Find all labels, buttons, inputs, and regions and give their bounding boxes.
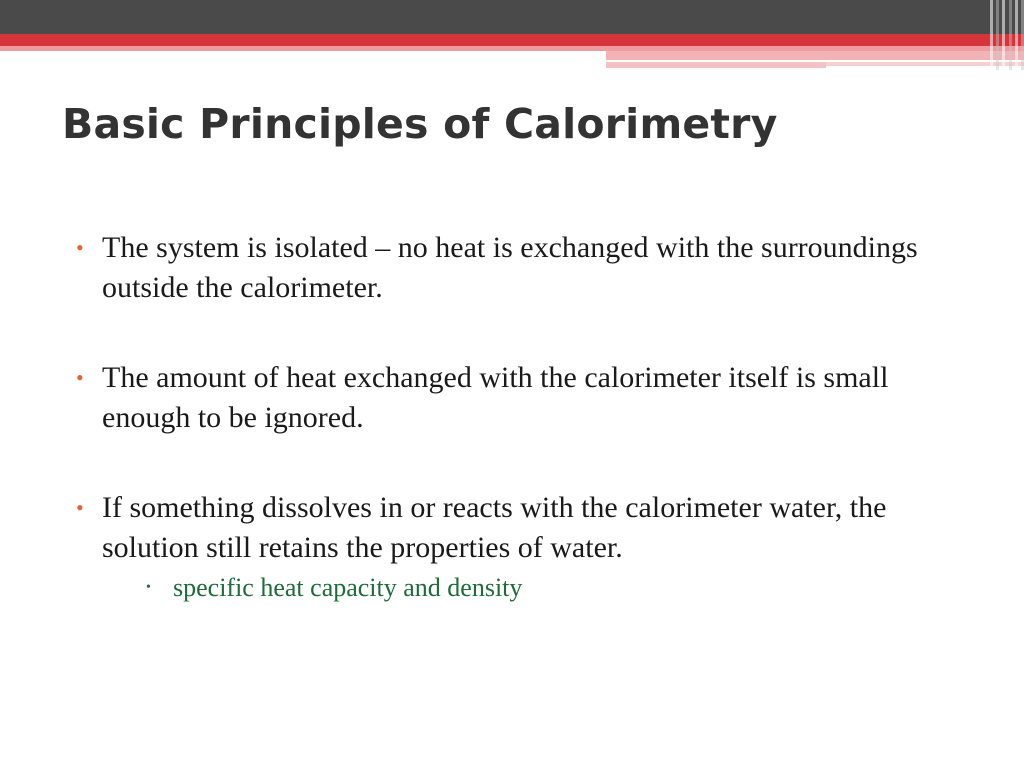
slide-body [76, 228, 976, 608]
bullet-item [76, 358, 976, 438]
bullet-text: The amount of heat exchanged with the calorimeter itself is small enough to be ignored. [102, 361, 889, 434]
header-pink-band-accent [606, 51, 1024, 60]
slide-title: Basic Principles of Calorimetry [62, 100, 778, 148]
sub-bullet-dot-icon: • [146, 580, 151, 595]
header-decorative-stripes [990, 0, 1024, 70]
sub-bullet-item [146, 568, 976, 608]
bullet-text: If something dissolves in or reacts with the calorimeter water, the solution still retains the properties of water. [102, 491, 887, 564]
sub-bullet-text: specific heat capacity and density [173, 573, 523, 602]
bullet-dot-icon: • [76, 365, 84, 390]
bullet-item [76, 228, 976, 308]
header-red-band [0, 34, 1024, 46]
bullet-dot-icon: • [76, 235, 84, 260]
bullet-text: The system is isolated – no heat is exchanged with the surroundings outside the calorimeter. [102, 231, 918, 304]
header-dark-band [0, 0, 1024, 34]
bullet-item [76, 488, 976, 568]
header-pink-band-accent-lower [606, 62, 826, 68]
bullet-dot-icon: • [76, 495, 84, 520]
